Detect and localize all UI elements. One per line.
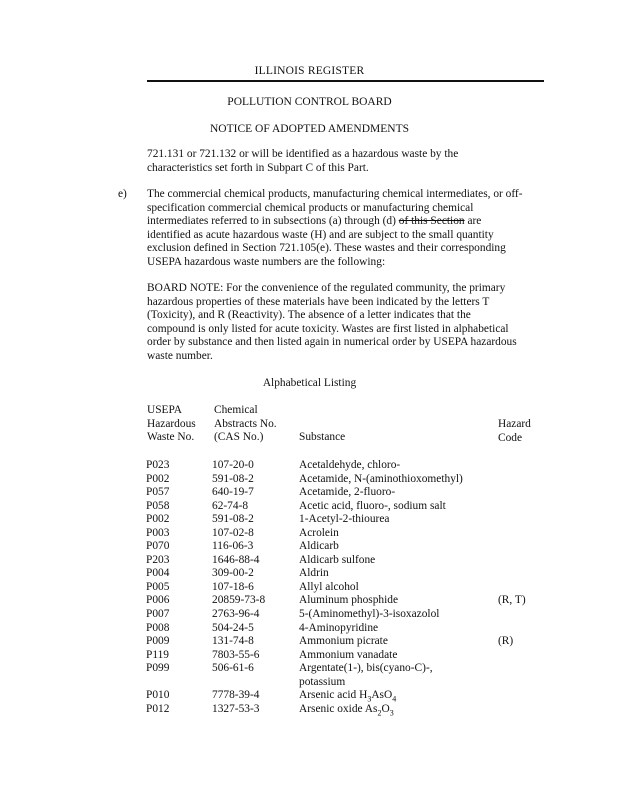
subscript: 3: [367, 694, 372, 704]
hazard-code-cell: [498, 581, 543, 595]
waste-no-cell: P008: [146, 621, 170, 634]
cas-no-cell: 591-08-2: [212, 472, 254, 485]
waste-no-cell: P007: [146, 608, 170, 621]
subscript: 2: [377, 708, 382, 718]
waste-no-cell: P004: [146, 567, 170, 580]
board-heading: POLLUTION CONTROL BOARD: [227, 96, 392, 108]
hazard-code-cell: [498, 500, 543, 514]
substance-cell: Acetaldehyde, chloro-: [299, 459, 401, 471]
table-row: [146, 486, 543, 500]
table-row: [146, 703, 543, 717]
waste-no-cell: P057: [146, 486, 170, 499]
cas-no-cell: 506-61-6: [212, 662, 254, 675]
register-header: ILLINOIS REGISTER: [254, 65, 365, 77]
note-line: waste number.: [147, 349, 213, 362]
hazard-code-cell: (R, T): [498, 594, 526, 607]
cas-no-cell: 107-18-6: [212, 580, 254, 593]
note-line: order by substance and then listed again in numerical order by USEPA hazardous: [147, 336, 517, 349]
cas-no-cell: 20859-73-8: [212, 594, 266, 607]
header-line: Code: [498, 431, 523, 444]
col-header-waste-no: [147, 404, 196, 445]
hazard-code-cell: [498, 608, 543, 622]
cas-no-cell: 116-06-3: [212, 540, 254, 553]
substance-cell: potassium: [299, 675, 346, 688]
subsection-label: e): [118, 188, 127, 200]
header-line: (CAS No.): [214, 431, 264, 444]
table-row: [146, 500, 543, 514]
table-row: [146, 689, 543, 703]
struck-text: of this Section: [398, 215, 465, 228]
waste-no-cell: P005: [146, 580, 170, 593]
hazard-code-cell: [498, 662, 543, 676]
substance-cell: Aldicarb: [299, 540, 339, 553]
substance-cell: [299, 689, 498, 703]
cas-no-cell: 309-00-2: [212, 567, 254, 580]
header-line: Waste No.: [147, 431, 195, 444]
table-row: [146, 540, 543, 554]
substance-cell: Acetamide, 2-fluoro-: [299, 486, 396, 499]
hazard-code-cell: [498, 459, 543, 473]
substance-cell: 4-Aminopyridine: [299, 621, 379, 634]
waste-no-cell: P002: [146, 472, 170, 485]
substance-cell: Aldicarb sulfone: [299, 553, 376, 566]
waste-no-cell: P023: [146, 459, 170, 471]
text-run: intermediates referred to in subsections (a) through (d): [147, 215, 399, 228]
cas-no-cell: 107-20-0: [212, 459, 254, 471]
para-line: specification commercial chemical products or manufacturing chemical: [147, 201, 474, 214]
cas-no-cell: 640-19-7: [212, 486, 254, 499]
subscript: 3: [389, 708, 394, 718]
note-line: (Toxicity), and R (Reactivity). The absence of a letter indicates that the: [147, 309, 471, 322]
hazard-code-cell: [498, 540, 543, 554]
substance-cell: Aldrin: [299, 567, 329, 580]
formula-text: O: [381, 702, 390, 715]
hazard-code-cell: [498, 486, 543, 500]
hazard-code-cell: (R): [498, 635, 514, 648]
formula-text: AsO: [371, 689, 393, 702]
intro-paragraph: [147, 148, 458, 175]
header-line: Chemical: [214, 404, 258, 416]
substance-cell: Acetic acid, fluoro-, sodium salt: [299, 499, 446, 512]
cas-no-cell: 131-74-8: [212, 635, 254, 648]
table-row: [146, 459, 543, 473]
substance-cell: Acetamide, N-(aminothioxomethyl): [299, 472, 463, 485]
waste-no-cell: P070: [146, 540, 170, 553]
table-row: [146, 554, 543, 568]
hazard-code-cell: [498, 567, 543, 581]
table-row: [146, 527, 543, 541]
table-row: [146, 473, 543, 487]
hazard-code-cell: [498, 513, 543, 527]
para-line: The commercial chemical products, manufacturing chemical intermediates, or off-: [147, 188, 523, 200]
waste-no-cell: P119: [146, 648, 169, 661]
table-row: [146, 608, 543, 622]
col-header-cas-no: [214, 404, 277, 445]
notice-heading: NOTICE OF ADOPTED AMENDMENTS: [209, 123, 410, 135]
waste-no-cell: P002: [146, 513, 170, 526]
hazard-code-cell: [498, 622, 543, 636]
waste-no-cell: P203: [146, 553, 170, 566]
cas-no-cell: 107-02-8: [212, 526, 254, 539]
substance-cell: Acrolein: [299, 526, 339, 539]
hazard-code-cell: [498, 527, 543, 541]
hazard-code-cell: [498, 554, 543, 568]
header-line: Hazard: [498, 418, 531, 430]
hazard-code-cell: [498, 689, 543, 703]
waste-no-cell: P058: [146, 499, 170, 512]
formula-text: Arsenic oxide As: [299, 702, 378, 715]
substance-cell: 1-Acetyl-2-thiourea: [299, 513, 390, 526]
substance-cell: Allyl alcohol: [299, 580, 359, 593]
note-line: BOARD NOTE: For the convenience of the regulated community, the primary: [147, 282, 506, 294]
table-row: [146, 513, 543, 527]
table-row: [146, 649, 543, 663]
cas-no-cell: 1646-88-4: [212, 553, 260, 566]
substance-cell: Ammonium picrate: [299, 635, 388, 648]
hazardous-waste-table: [146, 459, 543, 716]
cas-no-cell: 504-24-5: [212, 621, 254, 634]
para-line: USEPA hazardous waste numbers are the following:: [147, 255, 386, 268]
hazard-code-cell: [498, 676, 543, 690]
hazard-code-cell: [498, 703, 543, 717]
intro-line: 721.131 or 721.132 or will be identified as a hazardous waste by the: [147, 148, 459, 160]
formula-text: Arsenic acid H: [299, 689, 368, 702]
waste-no-cell: P010: [146, 689, 170, 702]
table-row: [146, 567, 543, 581]
table-row: [146, 594, 543, 608]
note-line: compound is only listed for acute toxicity. Wastes are first listed in alphabetical: [147, 322, 509, 335]
cas-no-cell: 2763-96-4: [212, 608, 260, 621]
substance-cell: [299, 703, 498, 717]
hazard-code-cell: [498, 473, 543, 487]
waste-no-cell: P009: [146, 635, 170, 648]
waste-no-cell: P006: [146, 594, 170, 607]
waste-no-cell: P003: [146, 526, 170, 539]
waste-no-cell: P099: [146, 662, 170, 675]
header-line: Substance: [299, 431, 346, 443]
subscript: 4: [392, 694, 397, 704]
note-line: hazardous properties of these materials have been indicated by the letters T: [147, 295, 490, 308]
col-header-substance: [299, 431, 345, 445]
table-row: [146, 662, 543, 676]
subsection-e-paragraph: [147, 188, 523, 270]
intro-line: characteristics set forth in Subpart C of this Part.: [147, 161, 369, 174]
cas-no-cell: 7778-39-4: [212, 689, 260, 702]
header-line: Hazardous: [147, 417, 196, 430]
table-row: [146, 635, 543, 649]
board-note: [147, 282, 517, 364]
header-line: USEPA: [147, 404, 183, 416]
header-rule: [147, 80, 544, 82]
header-line: Abstracts No.: [214, 417, 277, 430]
substance-cell: 5-(Aminomethyl)-3-isoxazolol: [299, 608, 440, 621]
cas-no-cell: 62-74-8: [212, 499, 249, 512]
cas-no-cell: 1327-53-3: [212, 702, 260, 715]
substance-cell: Ammonium vanadate: [299, 648, 398, 661]
listing-title: Alphabetical Listing: [262, 377, 357, 389]
cas-no-cell: 591-08-2: [212, 513, 254, 526]
substance-cell: Aluminum phosphide: [299, 594, 399, 607]
para-line: [147, 215, 523, 229]
table-row: [146, 622, 543, 636]
table-row: [146, 676, 543, 690]
col-header-hazard-code: [498, 418, 531, 445]
cas-no-cell: 7803-55-6: [212, 648, 260, 661]
substance-cell: Argentate(1-), bis(cyano-C)-,: [299, 662, 433, 675]
table-row: [146, 581, 543, 595]
waste-no-cell: [146, 676, 212, 690]
text-run: are: [464, 215, 482, 228]
para-line: exclusion defined in Section 721.105(e). These wastes and their corresponding: [147, 242, 506, 255]
cas-no-cell: [212, 676, 299, 690]
waste-no-cell: P012: [146, 702, 170, 715]
hazard-code-cell: [498, 649, 543, 663]
para-line: identified as acute hazardous waste (H) and are subject to the small quantity: [147, 228, 494, 241]
